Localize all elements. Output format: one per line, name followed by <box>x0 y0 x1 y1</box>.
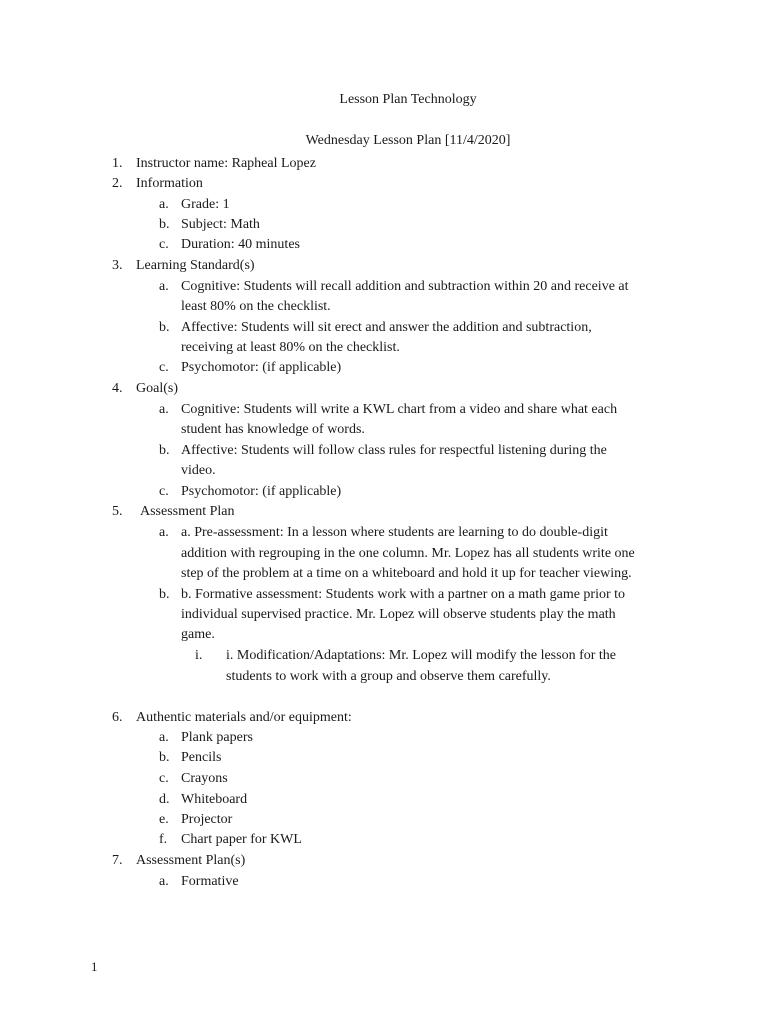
section-heading: Learning Standard(s) <box>136 258 255 273</box>
list-item-text: Affective: Students will sit erect and answer the addition and subtraction, <box>181 320 592 335</box>
list-item-text: Grade: 1 <box>181 197 230 212</box>
item-letter: c. <box>159 771 169 786</box>
item-letter: b. <box>159 443 170 458</box>
section-heading: Goal(s) <box>136 381 178 396</box>
section-heading: Assessment Plan(s) <box>136 853 246 868</box>
section-number: 6. <box>112 710 123 725</box>
item-letter: e. <box>159 812 169 827</box>
item-roman: i. <box>195 648 203 663</box>
section-number: 7. <box>112 853 123 868</box>
list-item-text: video. <box>181 463 216 478</box>
list-item-text: i. Modification/Adaptations: Mr. Lopez will modify the lesson for the <box>226 648 616 663</box>
list-item-text: step of the problem at a time on a whiteboard and hold it up for teacher viewing. <box>181 566 632 581</box>
list-item-text: Affective: Students will follow class rules for respectful listening during the <box>181 443 607 458</box>
section-number: 1. <box>112 156 123 171</box>
list-item-text: addition with regrouping in the one column. Mr. Lopez has all students write one <box>181 546 635 561</box>
list-item-text: Crayons <box>181 771 228 786</box>
item-letter: c. <box>159 484 169 499</box>
list-item-text: Projector <box>181 812 233 827</box>
item-letter: b. <box>159 320 170 335</box>
list-item-text: Formative <box>181 874 239 889</box>
item-letter: c. <box>159 360 169 375</box>
item-letter: a. <box>159 402 169 417</box>
list-item-text: Psychomotor: (if applicable) <box>181 484 342 499</box>
item-letter: f. <box>159 832 168 847</box>
document-title: Lesson Plan Technology <box>339 92 477 107</box>
list-item-text: Duration: 40 minutes <box>181 237 300 252</box>
list-item-text: individual supervised practice. Mr. Lopez will observe students play the math <box>181 607 616 622</box>
item-letter: a. <box>159 197 169 212</box>
list-item-text: Subject: Math <box>181 217 260 232</box>
list-item-text: receiving at least 80% on the checklist. <box>181 340 400 355</box>
item-letter: b. <box>159 217 170 232</box>
list-item-text: student has knowledge of words. <box>181 422 365 437</box>
list-item-text: a. Pre-assessment: In a lesson where students are learning to do double-digit <box>181 525 608 540</box>
item-letter: c. <box>159 237 169 252</box>
document-subtitle: Wednesday Lesson Plan [11/4/2020] <box>305 133 511 148</box>
item-letter: b. <box>159 750 170 765</box>
list-item-text: Psychomotor: (if applicable) <box>181 360 342 375</box>
list-item-text: Cognitive: Students will recall addition and subtraction within 20 and receive at <box>181 279 629 294</box>
section-heading: Information <box>136 176 203 191</box>
section-heading: Assessment Plan <box>140 504 235 519</box>
list-item-text: game. <box>181 627 215 642</box>
list-item-text: Chart paper for KWL <box>181 832 302 847</box>
item-letter: a. <box>159 874 169 889</box>
item-letter: a. <box>159 525 169 540</box>
item-letter: b. <box>159 587 170 602</box>
item-letter: a. <box>159 279 169 294</box>
item-letter: a. <box>159 730 169 745</box>
section-heading: Authentic materials and/or equipment: <box>136 710 352 725</box>
list-item-text: students to work with a group and observe them carefully. <box>226 669 551 684</box>
list-item-text: least 80% on the checklist. <box>181 299 331 314</box>
section-number: 4. <box>112 381 123 396</box>
list-item-text: Whiteboard <box>181 792 248 807</box>
list-item-text: Cognitive: Students will write a KWL chart from a video and share what each <box>181 402 618 417</box>
section-number: 5. <box>112 504 123 519</box>
page-number: 1 <box>91 959 98 974</box>
list-item-text: Plank papers <box>181 730 253 745</box>
item-letter: d. <box>159 792 170 807</box>
section-heading: Instructor name: Rapheal Lopez <box>136 156 316 171</box>
section-number: 2. <box>112 176 123 191</box>
list-item-text: Pencils <box>181 750 222 765</box>
list-item-text: b. Formative assessment: Students work with a partner on a math game prior to <box>181 587 626 602</box>
section-number: 3. <box>112 258 123 273</box>
